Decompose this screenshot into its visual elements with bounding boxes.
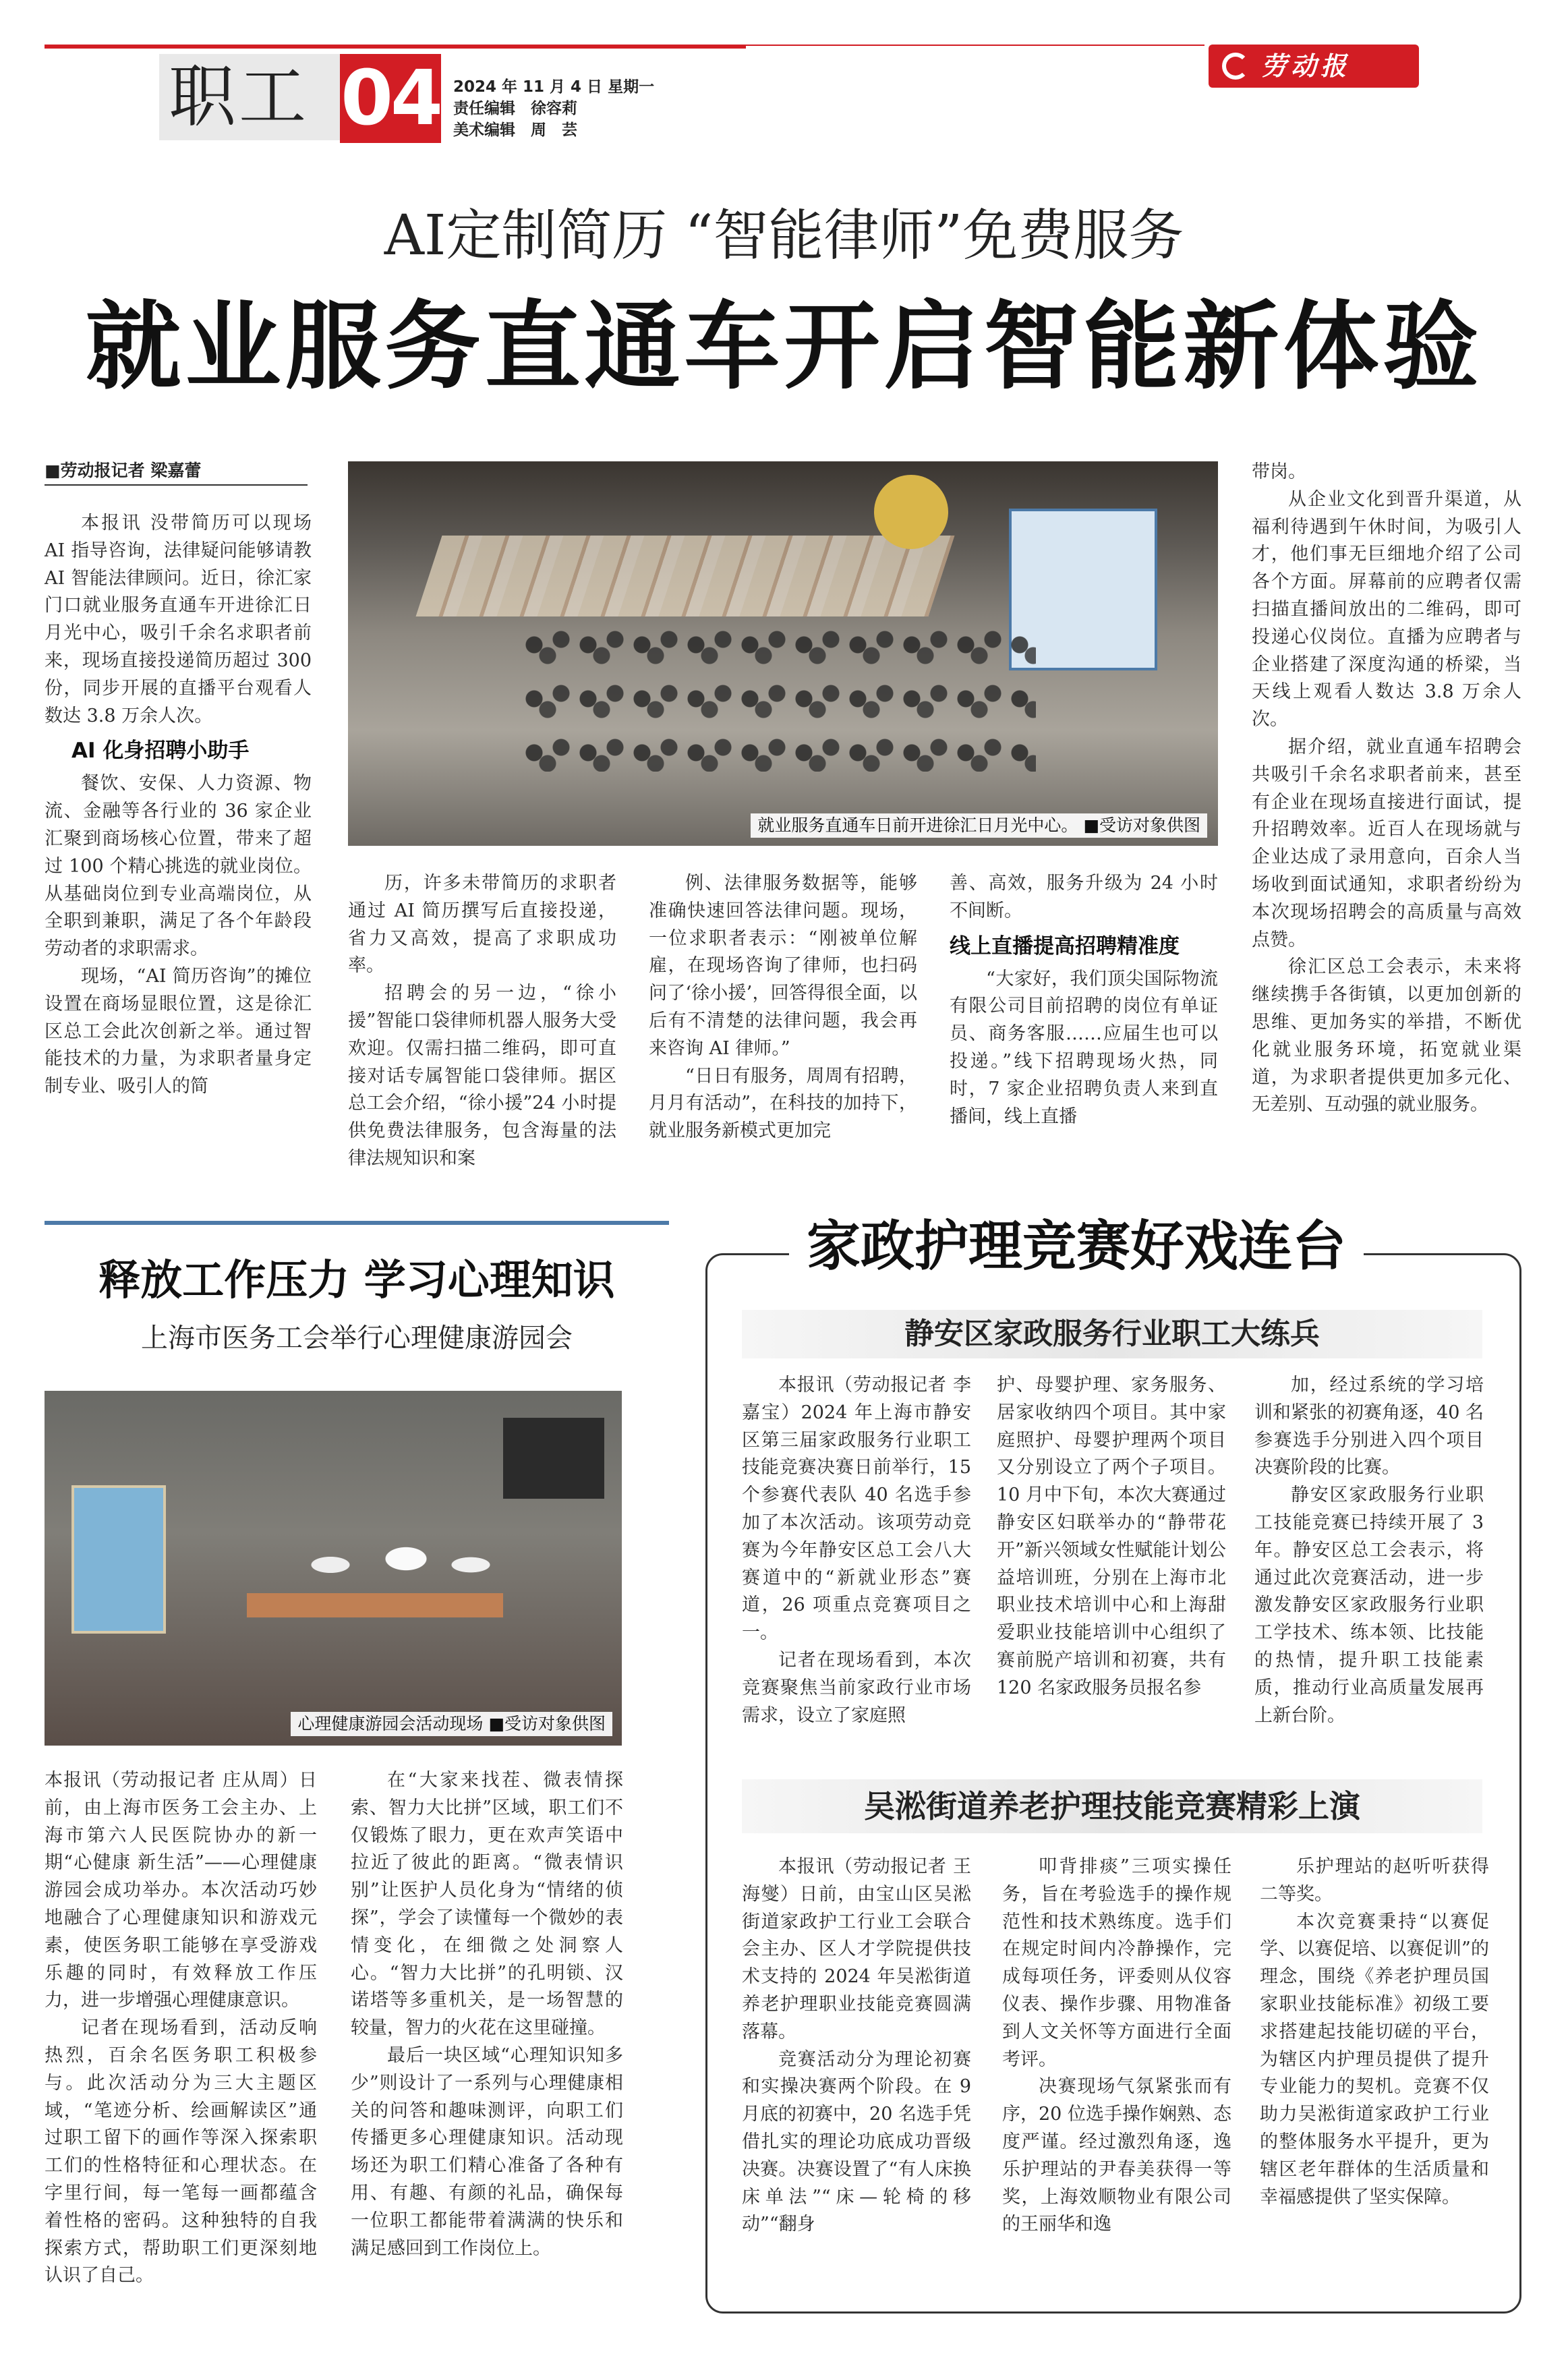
story2-col3	[1260, 1854, 1489, 2211]
paragraph: 加，经过系统的学习培训和紧张的初赛角逐，40 名参赛选手分别进入四个项目决赛阶段的比赛。	[1254, 1375, 1484, 1478]
paragraph: 最后一块区域“心理知识知多少”则设计了一系列与心理健康相关的问答和趣味测评，向职工们传播更多心理健康知识。活动现场还为职工们精心准备了各种有用、有趣、有颜的礼品，确保每一位职工都能带着满满的快乐和满足感回到工作岗位上。	[351, 2044, 623, 2259]
lead-byline: ■劳动报记者 梁嘉蕾	[45, 461, 202, 480]
story1-title: 静安区家政服务行业职工大练兵	[904, 1317, 1320, 1351]
editor-line: 责任编辑 徐容莉	[453, 100, 577, 117]
art-editor-line: 美术编辑 周 芸	[453, 121, 577, 139]
health-top-rule	[45, 1221, 669, 1225]
lead-photo	[348, 461, 1218, 846]
lead-col4-body: “大家好，我们顶尖国际物流有限公司目前招聘的岗位有单证员、商务客服……应届生也可以投递。”线下招聘现场火热，同时，7 家企业招聘负责人来到直播间，线上直播	[950, 968, 1218, 1127]
health-col2	[351, 1767, 623, 2262]
paragraph: 餐饮、安保、人力资源、物流、金融等各行业的 36 家企业汇聚到商场核心位置，带来了超过 100 个精心挑选的就业岗位。从基础岗位到专业高端岗位，从全职到兼职，满足了各个年龄段劳动者的求职需求。	[45, 773, 312, 960]
paragraph: 例、法律服务数据等，能够准确快速回答法律问题。现场，一位求职者表示：“刚被单位解雇，在现场咨询了律师，也扫码问了‘徐小援’，回答得很全面，以后有不清楚的法律问题，我会再来咨询 AI 律师。”	[649, 873, 917, 1059]
lead-sub1: AI 化身招聘小助手	[71, 739, 250, 764]
date-line: 2024 年 11 月 4 日 星期一	[453, 78, 655, 96]
photo-crowd	[523, 623, 1036, 772]
lead-intro	[45, 510, 312, 730]
logo-text: 劳动报	[1261, 51, 1351, 81]
lead-col1	[45, 510, 312, 1101]
paragraph: 据介绍，就业直通车招聘会共吸引千余名求职者前来，甚至有企业在现场直接进行面试，提升招聘效率。近百人在现场就与企业达成了录用意向，百余人当场收到面试通知，求职者纷纷为本次现场招聘会的高质量与高效点赞。	[1252, 736, 1521, 950]
lead-col5-body	[1252, 486, 1521, 1119]
lead-col4-top: 善、高效，服务升级为 24 小时不间断。	[950, 873, 1218, 921]
paragraph: 历，许多未带简历的求职者通过 AI 简历撰写后直接投递，省力又高效，提高了求职成功率。	[348, 873, 616, 977]
photo-people	[287, 1492, 503, 1613]
paragraph: 招聘会的另一边，“徐小援”智能口袋律师机器人服务大受欢迎。仅需扫描二维码，即可直接对话专属智能口袋律师。据区总工会介绍，“徐小援”24 小时提供免费法律服务，包含海量的法律法规知识和案	[348, 983, 616, 1169]
health-subhead: 上海市医务工会举行心理健康游园会	[141, 1323, 573, 1354]
lead-col5	[1252, 459, 1521, 1119]
photo-booths	[416, 536, 955, 616]
paragraph: 在“大家来找茬、微表情探索、智力大比拼”区域，职工们不仅锻炼了眼力，更在欢声笑语中拉近了彼此的距离。“微表情识别”让医护人员化身为“情绪的侦探”，学会了读懂每一个微妙的表情变化，在细微之处洞察人心。“智力大比拼”的孔明锁、汉诺塔等多重机关，是一场智慧的较量，智力的火花在这里碰撞。	[351, 1770, 623, 2039]
health-photo	[45, 1391, 622, 1746]
logo-mark-icon	[1222, 53, 1249, 80]
lead-sub2: 线上直播提高招聘精准度	[950, 933, 1180, 958]
lead-col4	[950, 870, 1218, 1130]
lead-col3	[649, 870, 917, 1145]
section-name: 职工	[169, 57, 309, 136]
lead-kicker: AI定制简历 “智能律师”免费服务	[384, 204, 1184, 268]
paragraph: 决赛现场气氛紧张而有序，20 位选手操作娴熟、态度严谨。经过激烈角逐，逸乐护理站的尹春美获得一等奖，上海效顺物业有限公司的王丽华和逸	[1002, 2076, 1231, 2235]
paragraph: 叩背排痰”三项实操任务，旨在考验选手的操作规范性和技术熟练度。选手们在规定时间内冷静操作，完成每项任务，评委则从仪容仪表、操作步骤、用物准备到人文关怀等方面进行全面考评。	[1002, 1856, 1231, 2070]
paragraph: 本报讯（劳动报记者 庄从周）日前，由上海市医务工会主办、上海市第六人民医院协办的新一期“心健康 新生活”——心理健康游园会成功举办。本次活动巧妙地融合了心理健康知识和游戏元素，使医务职工能够在享受游戏乐趣的同时，有效释放工作压力，进一步增强心理健康意识。	[45, 1770, 317, 2011]
paragraph: 本报讯（劳动报记者 李嘉宝）2024 年上海市静安区第三届家政服务行业职工技能竞赛决赛日前举行，15 个参赛代表队 40 名选手参加了本次活动。该项劳动竞赛为今年静安区总工会八大赛道中的“新就业形态”赛道，26 项重点竞赛项目之一。	[742, 1375, 971, 1644]
story2-title: 吴淞街道养老护理技能竞赛精彩上演	[864, 1788, 1360, 1825]
paragraph: 从企业文化到晋升渠道，从福利待遇到午休时间，为吸引人才，他们事无巨细地介绍了公司各个方面。屏幕前的应聘者仅需扫描直播间放出的二维码，即可投递心仪岗位。直播为应聘者与企业搭建了深度沟通的桥梁，当天线上观看人数达 3.8 万余人次。	[1252, 488, 1521, 730]
lead-photo-caption: 就业服务直通车日前开进徐汇日月光中心。 ■受访对象供图	[751, 813, 1207, 838]
page-number: 04	[341, 55, 440, 142]
paragraph: 本次竞赛秉持“以赛促学、以赛促培、以赛促训”的理念，围绕《养老护理员国家职业技能标准》初级工要求搭建起技能切磋的平台，为辖区内护理员提供了提升专业能力的契机。竞赛不仅助力吴淞街道家政护工行业的整体服务水平提升，更为辖区老年群体的生活质量和幸福感提供了坚实保障。	[1260, 1911, 1489, 2208]
paragraph: 现场，“AI 简历咨询”的摊位设置在商场显眼位置，这是徐汇区总工会此次创新之举。通过智能技术的力量，为求职者量身定制专业、吸引人的简	[45, 965, 312, 1097]
paragraph: 本报讯（劳动报记者 王海燮）日前，由宝山区吴淞街道家政护工行业工会联合会主办、区人才学院提供技术支持的 2024 年吴淞街道养老护理职业技能竞赛圆满落幕。	[742, 1856, 971, 2042]
top-red-rule	[45, 45, 746, 49]
story2-col1	[742, 1854, 971, 2239]
masthead-logo	[1209, 45, 1419, 88]
photo-tv	[503, 1418, 604, 1499]
paragraph: 竞赛活动分为理论初赛和实操决赛两个阶段。在 9 月底的初赛中，20 名选手凭借扎实的理论功底成功晋级决赛。决赛设置了“有人床换床单法”“床—轮椅的移动”“翻身	[742, 2048, 971, 2235]
lead-col1-body	[45, 770, 312, 1101]
health-col1	[45, 1767, 317, 2290]
byline-rule	[45, 484, 308, 486]
top-red-rule-right	[746, 45, 1204, 46]
lead-intro-text: 本报讯 没带简历可以现场 AI 指导咨询，法律疑问能够请教 AI 智能法律顾问。近日，徐汇家门口就业服务直通车开进徐汇日月光中心，吸引千余名求职者前来，现场直接投递简历超过 300 份，同步开展的直播平台观看人数达 3.8 万余人次。	[45, 513, 312, 726]
story1-col1	[742, 1372, 971, 1729]
story1-col2: 护、母婴护理、家务服务、居家收纳四个项目。其中家庭照护、母婴护理两个项目又分别设立了两个子项目。10 月中下旬，本次大赛通过静安区妇联举办的“静带花开”新兴领域女性赋能计划公益培训班，分别在上海市北职业技术培训中心和上海甜爱职业技能培训中心组织了赛前脱产培训和初赛，共有 120 名家政服务员报名参	[997, 1375, 1226, 1698]
photo-stand-board	[71, 1485, 166, 1634]
paragraph: “日日有服务，周周有招聘，月月有活动”，在科技的加持下，就业服务新模式更加完	[649, 1065, 917, 1142]
paragraph: 记者在现场看到，活动反响热烈，百余名医务职工积极参与。此次活动分为三大主题区域，“笔迹分析、绘画解读区”通过职工留下的画作等深入探索职工们的性格特征和心理状态。在字里行间，每一笔每一画都蕴含着性格的密码。这种独特的自我探索方式，帮助职工们更深刻地认识了自己。	[45, 2017, 317, 2287]
photo-round-sign	[874, 475, 948, 549]
lead-col5-top: 带岗。	[1252, 461, 1306, 482]
paragraph: 徐汇区总工会表示，未来将继续携手各街镇，以更加创新的思维、更加务实的举措，不断优化就业服务环境，拓宽就业渠道，为求职者提供更加多元化、无差别、互动强的就业服务。	[1252, 956, 1521, 1116]
lead-headline: 就业服务直通车开启智能新体验	[85, 291, 1483, 403]
domestic-banner: 家政护理竞赛好戏连台	[789, 1206, 1364, 1287]
paragraph: 乐护理站的赵听听获得二等奖。	[1260, 1856, 1489, 1905]
health-photo-caption: 心理健康游园会活动现场 ■受访对象供图	[291, 1712, 612, 1736]
lead-col2	[348, 870, 616, 1173]
paragraph: 记者在现场看到，本次竞赛聚焦当前家政行业市场需求，设立了家庭照	[742, 1649, 971, 1726]
paragraph: 静安区家政服务行业职工技能竞赛已持续开展了 3 年。静安区总工会表示，将通过此次竞赛活动，进一步激发静安区家政服务行业职工学技术、练本领、比技能的热情，提升职工技能素质，推动行业高质量发展再上新台阶。	[1254, 1485, 1484, 1726]
story1-col3	[1254, 1372, 1484, 1729]
story2-col2	[1002, 1854, 1231, 2239]
health-headline: 释放工作压力 学习心理知识	[98, 1255, 615, 1304]
